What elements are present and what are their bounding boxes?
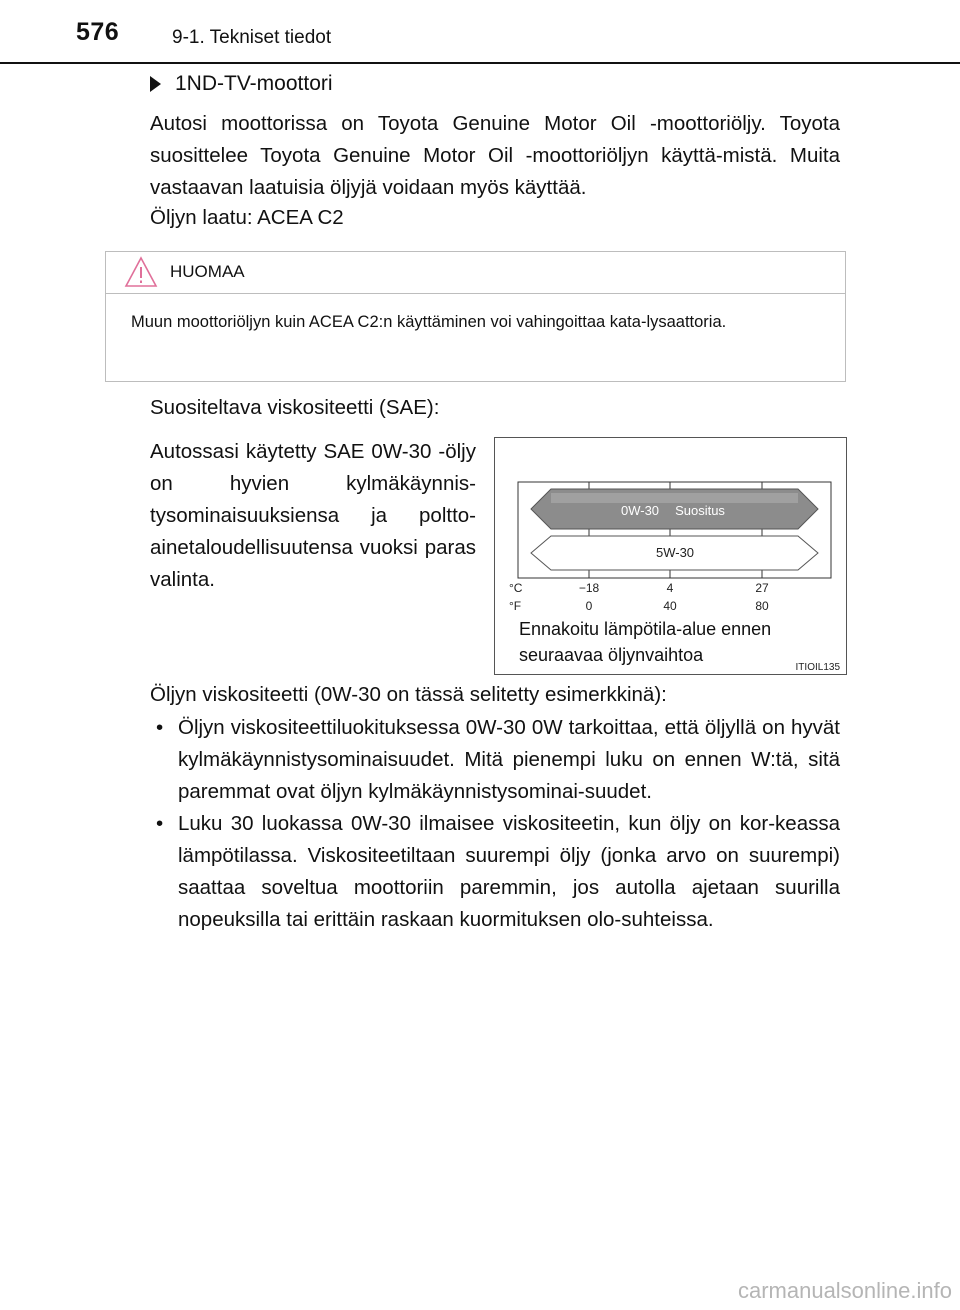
- oil-quality: Öljyn laatu: ACEA C2: [150, 206, 344, 229]
- celsius-tick: 27: [755, 581, 769, 595]
- section-title: 9-1. Tekniset tiedot: [172, 27, 332, 48]
- header-rule: [0, 62, 960, 64]
- list-item-text: Luku 30 luokassa 0W-30 ilmaisee viskositeetin, kun öljy on kor-keassa lämpötilassa. Viskositeetiltaan suurempi öljy (jonka arvo on suurempi) saattaa soveltua moottoriin paremmin, jos autolla ajetaan suurilla nopeuksilla tai erittäin raskaan kuormituksen olo-suhteissa.: [178, 812, 840, 931]
- bullet-marker: •: [156, 812, 164, 835]
- example-heading: Öljyn viskositeetti (0W-30 on tässä selitetty esimerkkinä):: [150, 683, 667, 706]
- intro-paragraph: Autosi moottorissa on Toyota Genuine Motor Oil -moottoriöljy. Toyota suosittelee Toyota Genuine Motor Oil -moottoriöljyn käyttä-mistä. Muita vastaavan laatuisia öljyjä voidaan myös käyttää.: [150, 112, 840, 199]
- watermark: carmanualsonline.info: [737, 1278, 952, 1303]
- page-number: 576: [76, 18, 120, 46]
- bar-0w30-grade: 0W-30: [620, 503, 660, 518]
- bullet-list: [150, 712, 840, 936]
- triangle-bullet-icon: [150, 76, 161, 92]
- bar-0w30-label: Suositus: [675, 503, 725, 518]
- list-item-text: Öljyn viskositeettiluokituksessa 0W-30 0W tarkoittaa, että öljyllä on hyvät kylmäkäynnistysominaisuudet. Mitä pienempi luku on ennen W:tä, sitä paremmat ovat öljyn kylmäkäynnistysominai-suudet.: [178, 716, 840, 803]
- notice-body: Muun moottoriöljyn kuin ACEA C2:n käyttäminen voi vahingoittaa kata-lysaattoria.: [131, 313, 727, 331]
- list-item: [150, 712, 840, 808]
- celsius-unit: °C: [509, 581, 523, 595]
- viscosity-figure: [494, 437, 847, 675]
- sae-paragraph: Autossasi käytetty SAE 0W-30 -öljy on hyvien kylmäkäynnis-tysominaisuuksiensa ja poltto-ainetaloudellisuutensa vuoksi paras valinta.: [150, 440, 476, 591]
- bullet-marker: •: [156, 716, 164, 739]
- viscosity-chart: [495, 438, 846, 674]
- notice-box: [105, 251, 846, 382]
- celsius-tick: 4: [666, 581, 674, 595]
- figure-caption-line1: Ennakoitu lämpötila-alue ennen: [519, 619, 772, 639]
- notice-title: HUOMAA: [170, 262, 245, 281]
- notice-header: [106, 252, 845, 294]
- fahrenheit-tick: 0: [585, 599, 593, 613]
- figure-code: ITIOIL135: [795, 662, 840, 673]
- warning-icon: [124, 256, 158, 288]
- celsius-tick: −18: [578, 581, 600, 595]
- engine-heading: [150, 72, 333, 96]
- fahrenheit-unit: °F: [509, 599, 522, 613]
- bar-5w30-grade: 5W-30: [655, 545, 695, 560]
- fahrenheit-tick: 40: [663, 599, 677, 613]
- viscosity-heading: Suositeltava viskositeetti (SAE):: [150, 396, 440, 419]
- bar-0w30-highlight: [551, 493, 798, 503]
- list-item: [150, 808, 840, 936]
- engine-heading-text: 1ND-TV-moottori: [175, 72, 333, 95]
- figure-caption-line2: seuraavaa öljynvaihtoa: [519, 645, 704, 665]
- fahrenheit-tick: 80: [755, 599, 769, 613]
